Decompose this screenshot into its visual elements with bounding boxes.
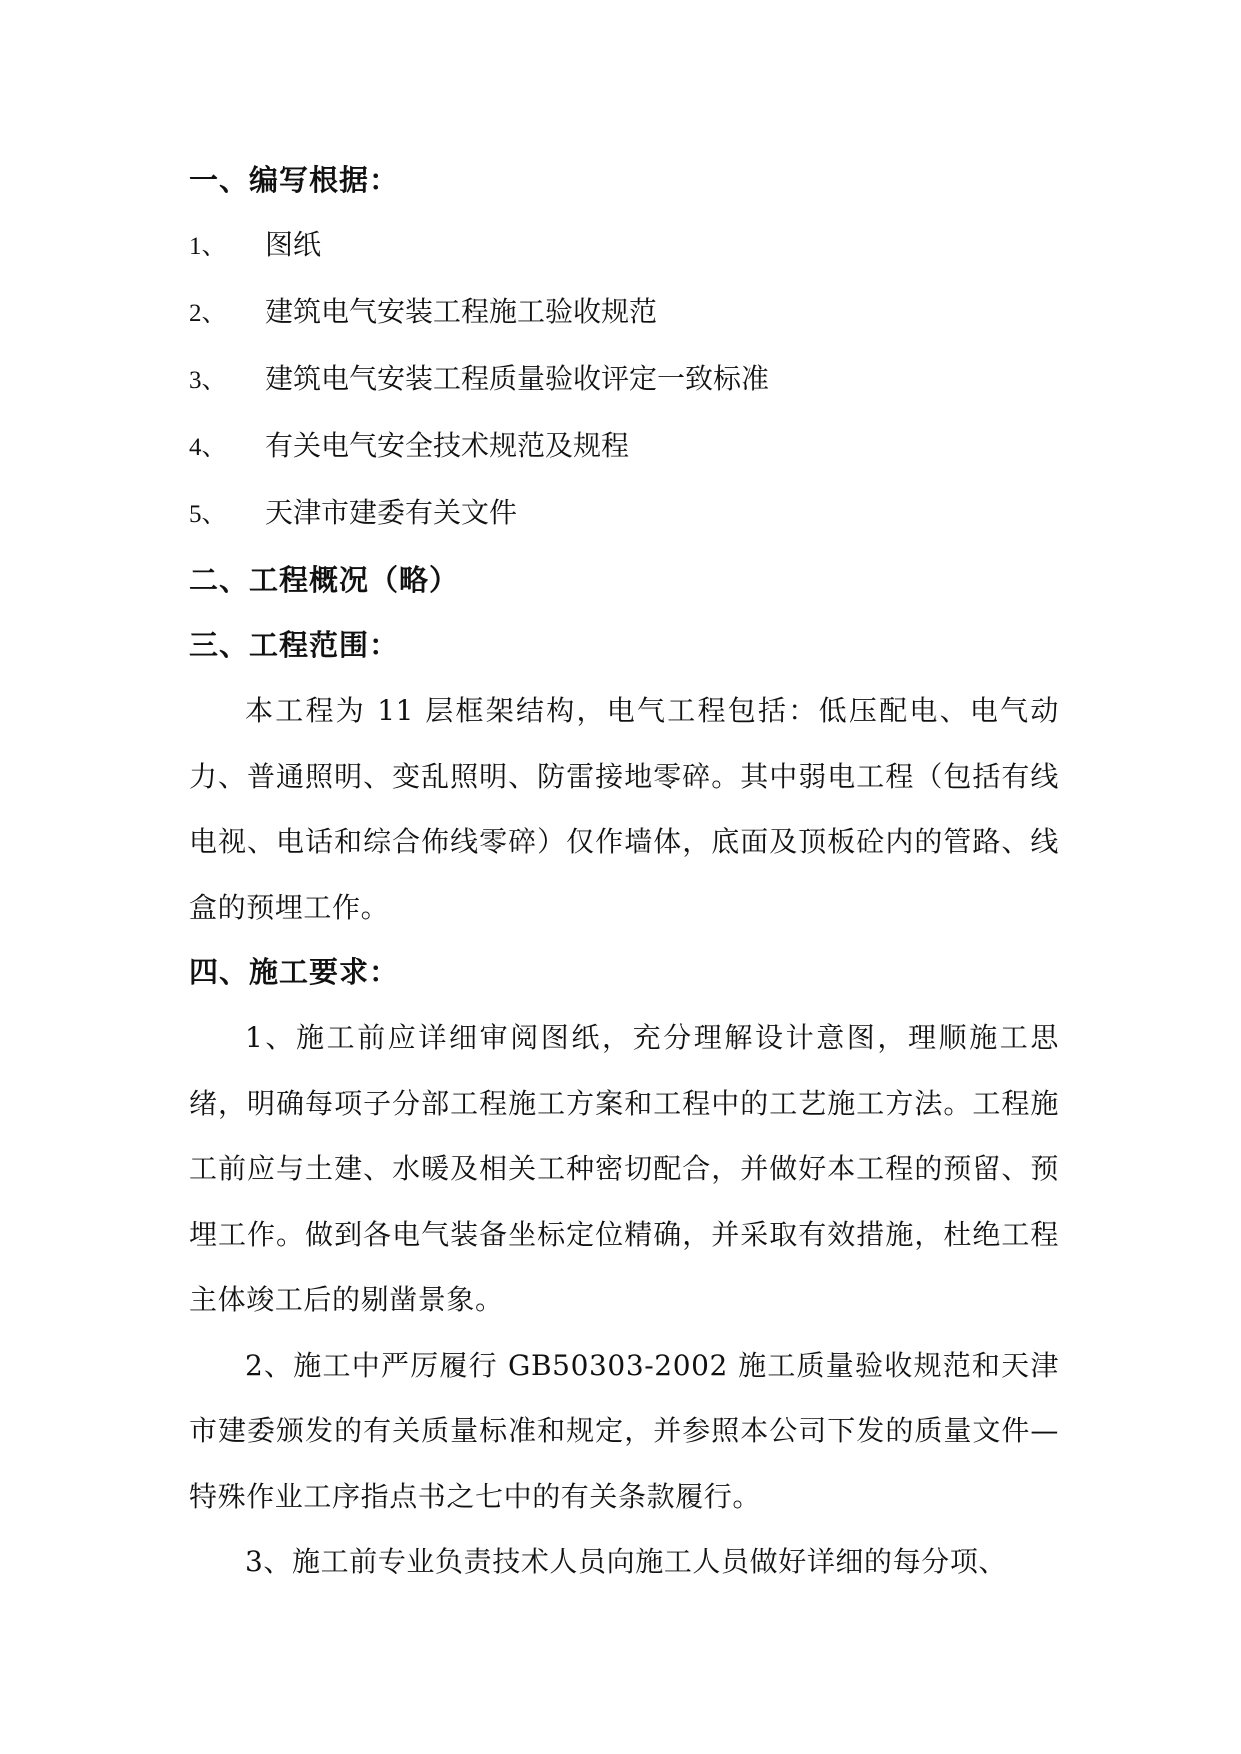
list-item <box>189 292 1059 334</box>
list-item <box>189 426 1059 468</box>
list-item <box>189 359 1059 401</box>
list-number: 1、 <box>189 233 227 260</box>
requirement-paragraph: 3、施工前专业负责技术人员向施工人员做好详细的每分项、 <box>245 1545 1008 1578</box>
section-heading-scope: 三、工程范围： <box>189 628 400 662</box>
document-content <box>189 160 1059 1595</box>
list-number: 3、 <box>189 367 227 394</box>
section-heading-requirements: 四、施工要求： <box>189 955 400 989</box>
list-text: 天津市建委有关文件 <box>265 496 518 529</box>
list-text: 建筑电气安装工程施工验收规范 <box>265 295 658 328</box>
list-text: 有关电气安全技术规范及规程 <box>265 429 630 462</box>
list-item <box>189 225 1059 267</box>
list-number: 5、 <box>189 501 227 528</box>
section-heading-overview: 二、工程概况（略） <box>189 563 460 597</box>
list-item <box>189 493 1059 535</box>
list-number: 4、 <box>189 434 227 461</box>
list-text: 建筑电气安装工程质量验收评定一致标准 <box>265 362 770 395</box>
scope-paragraph: 本工程为 11 层框架结构，电气工程包括：低压配电、电气动力、普通照明、变乱照明、防雷接地零碎。其中弱电工程（包括有线电视、电话和综合佈线零碎）仅作墙体，底面及顶板砼内的管路、线盒的预埋工作。 <box>189 694 1059 924</box>
requirement-paragraph: 2、施工中严厉履行 GB50303-2002 施工质量验收规范和天津市建委颁发的有关质量标准和规定，并参照本公司下发的质量文件—特殊作业工序指点书之七中的有关条款履行。 <box>189 1348 1059 1513</box>
list-number: 2、 <box>189 300 227 327</box>
section-heading-basis: 一、编写根据： <box>189 163 400 197</box>
list-text: 图纸 <box>265 228 322 261</box>
requirement-paragraph: 1、施工前应详细审阅图纸，充分理解设计意图，理顺施工思绪，明确每项子分部工程施工方案和工程中的工艺施工方法。工程施工前应与土建、水暖及相关工种密切配合，并做好本工程的预留、预埋工作。做到各电气装备坐标定位精确，并采取有效措施，杜绝工程主体竣工后的剔凿景象。 <box>189 1021 1059 1316</box>
